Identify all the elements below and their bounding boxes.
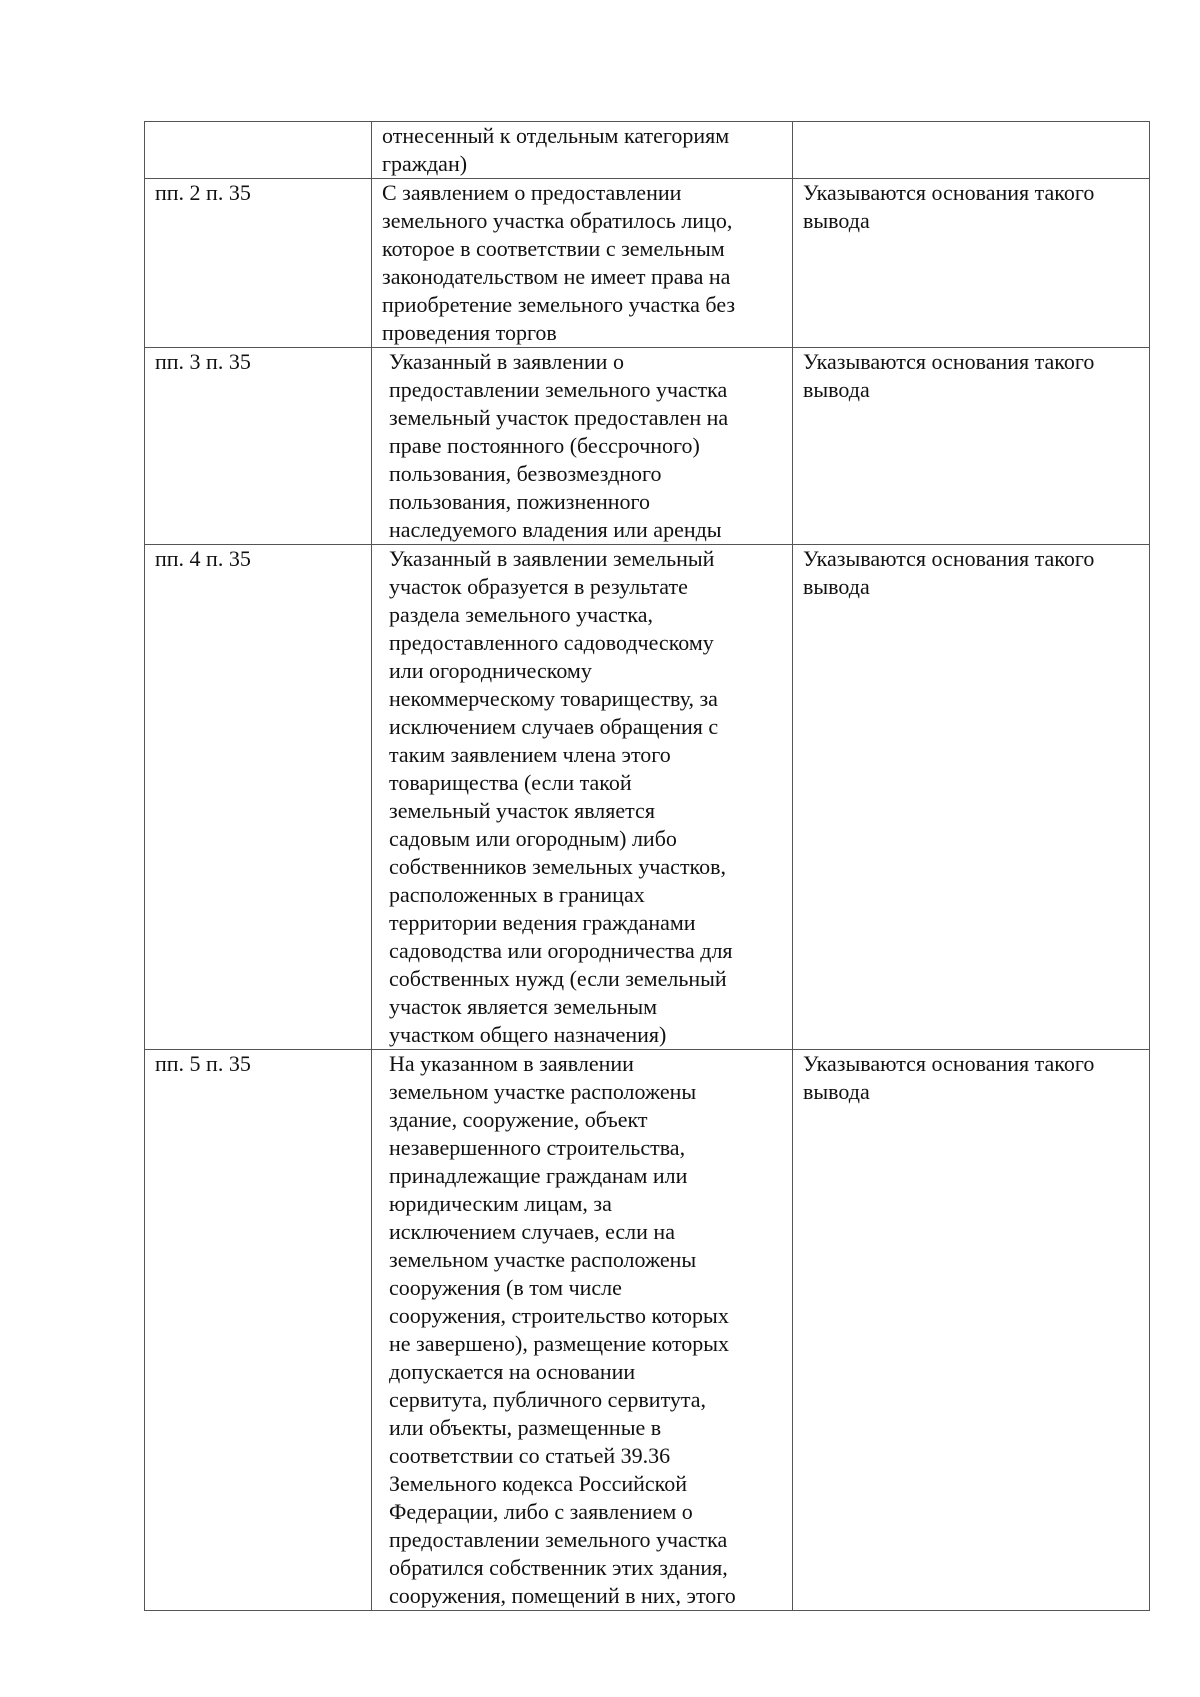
table-row — [145, 348, 1150, 545]
content-line: Федерации, либо с заявлением о — [389, 1499, 693, 1524]
content-line: предоставленного садоводческому — [389, 630, 714, 655]
content-cell — [372, 122, 793, 179]
table-row — [145, 1050, 1150, 1611]
content-line: пользования, пожизненного — [389, 489, 651, 514]
note-text: Указываются основания такого вывода — [803, 349, 1095, 402]
table-row — [145, 545, 1150, 1050]
content-cell — [372, 348, 793, 545]
content-line: обратился собственник этих здания, — [389, 1555, 728, 1580]
content-line: праве постоянного (бессрочного) — [389, 433, 700, 458]
content-line: земельном участке расположены — [389, 1247, 697, 1272]
content-line: земельного участка обратилось лицо, — [382, 208, 733, 233]
ref-text: пп. 5 п. 35 — [155, 1051, 251, 1076]
ref-text: пп. 3 п. 35 — [155, 349, 251, 374]
table-body — [145, 122, 1150, 1611]
content-line: земельный участок является — [389, 798, 655, 823]
ref-cell — [145, 545, 372, 1050]
content-line: С заявлением о предоставлении — [382, 180, 682, 205]
content-line: принадлежащие гражданам или — [389, 1163, 688, 1188]
content-line: граждан) — [382, 151, 468, 176]
content-line: здание, сооружение, объект — [389, 1107, 648, 1132]
content-line: Указанный в заявлении о — [389, 349, 624, 374]
content-cell — [372, 179, 793, 348]
content-line: садоводства или огородничества для — [389, 938, 733, 963]
content-line: сервитута, публичного сервитута, — [389, 1387, 707, 1412]
content-line: сооружения (в том числе — [389, 1275, 622, 1300]
table-row — [145, 179, 1150, 348]
ref-cell — [145, 348, 372, 545]
content-line: проведения торгов — [382, 320, 557, 345]
content-line: Указанный в заявлении земельный — [389, 546, 715, 571]
content-line: территории ведения гражданами — [389, 910, 696, 935]
content-line: расположенных в границах — [389, 882, 645, 907]
content-line: раздела земельного участка, — [389, 602, 653, 627]
content-line: предоставлении земельного участка — [389, 1527, 728, 1552]
content-line: участок является земельным — [389, 994, 658, 1019]
content-line: садовым или огородным) либо — [389, 826, 677, 851]
note-cell — [793, 1050, 1150, 1611]
content-line: допускается на основании — [389, 1359, 636, 1384]
content-line: или огородническому — [389, 658, 592, 683]
ref-text: пп. 4 п. 35 — [155, 546, 251, 571]
content-line: предоставлении земельного участка — [389, 377, 728, 402]
content-cell — [372, 545, 793, 1050]
content-line: Земельного кодекса Российской — [389, 1471, 687, 1496]
note-cell — [793, 179, 1150, 348]
note-text: Указываются основания такого вывода — [803, 180, 1095, 233]
content-line: На указанном в заявлении — [389, 1051, 634, 1076]
content-line: участком общего назначения) — [389, 1022, 667, 1047]
note-text: Указываются основания такого вывода — [803, 546, 1095, 599]
content-line: которое в соответствии с земельным — [382, 236, 725, 261]
content-line: земельном участке расположены — [389, 1079, 697, 1104]
content-line: или объекты, размещенные в — [389, 1415, 662, 1440]
content-line: товарищества (если такой — [389, 770, 632, 795]
content-line: исключением случаев, если на — [389, 1219, 675, 1244]
note-text: Указываются основания такого вывода — [803, 1051, 1095, 1104]
note-cell — [793, 348, 1150, 545]
content-line: сооружения, строительство которых — [389, 1303, 729, 1328]
content-line: законодательством не имеет права на — [382, 264, 731, 289]
content-line: пользования, безвозмездного — [389, 461, 662, 486]
content-line: незавершенного строительства, — [389, 1135, 686, 1160]
note-cell — [793, 122, 1150, 179]
content-line: собственных нужд (если земельный — [389, 966, 727, 991]
content-line: таким заявлением члена этого — [389, 742, 671, 767]
content-cell — [372, 1050, 793, 1611]
grounds-table — [144, 121, 1150, 1611]
table-row — [145, 122, 1150, 179]
ref-cell — [145, 1050, 372, 1611]
content-line: земельный участок предоставлен на — [389, 405, 729, 430]
content-line: собственников земельных участков, — [389, 854, 727, 879]
content-line: некоммерческому товариществу, за — [389, 686, 718, 711]
content-line: участок образуется в результате — [389, 574, 688, 599]
content-line: не завершено), размещение которых — [389, 1331, 730, 1356]
content-line: юридическим лицам, за — [389, 1191, 612, 1216]
ref-cell — [145, 122, 372, 179]
content-line: исключением случаев обращения с — [389, 714, 719, 739]
content-line: наследуемого владения или аренды — [389, 517, 722, 542]
note-cell — [793, 545, 1150, 1050]
content-line: соответствии со статьей 39.36 — [389, 1443, 671, 1468]
ref-cell — [145, 179, 372, 348]
content-line: сооружения, помещений в них, этого — [389, 1583, 736, 1608]
content-line: приобретение земельного участка без — [382, 292, 736, 317]
ref-text: пп. 2 п. 35 — [155, 180, 251, 205]
content-line: отнесенный к отдельным категориям — [382, 123, 730, 148]
